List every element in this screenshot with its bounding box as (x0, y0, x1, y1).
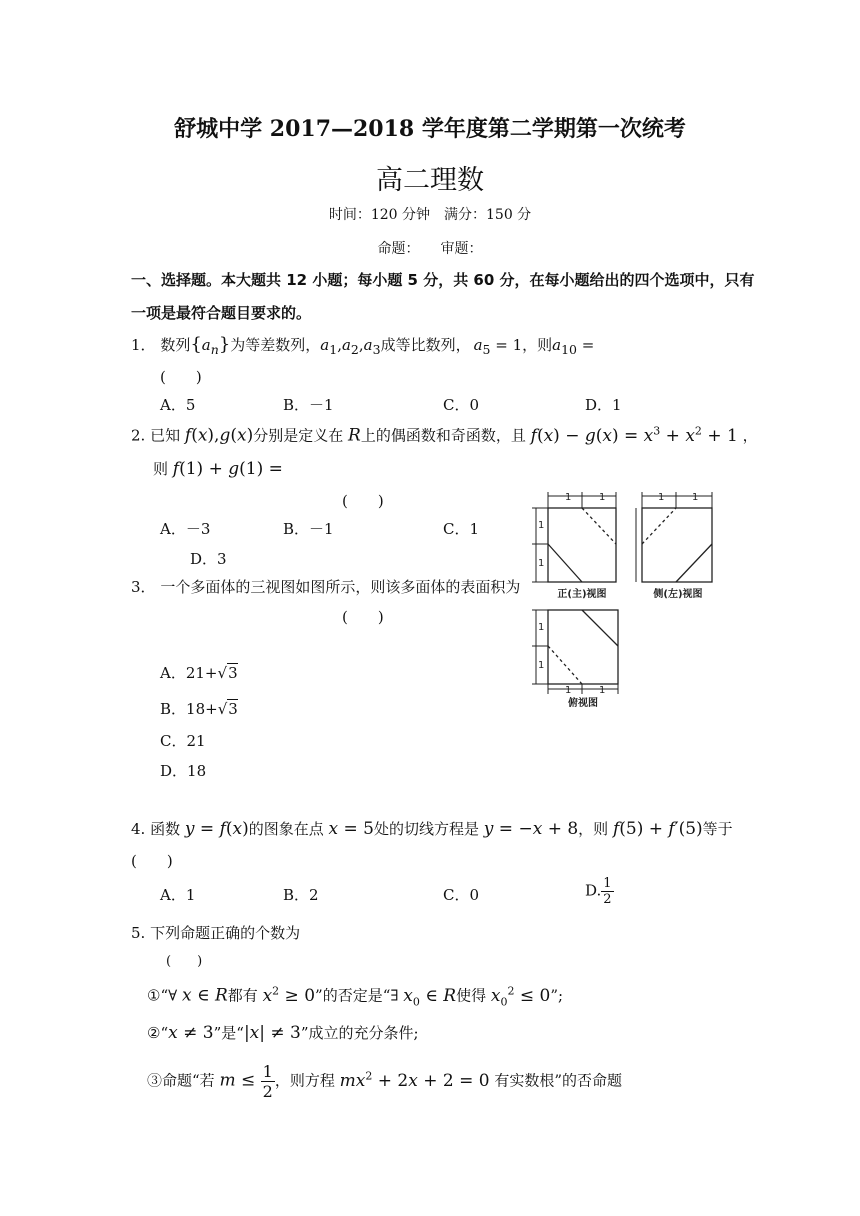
question-text: ，则 (522, 336, 553, 354)
top-view (532, 610, 618, 694)
answer-blank: ( ) (342, 492, 384, 510)
statement-text: ②“ (147, 1024, 169, 1042)
question-number: 4. (131, 820, 146, 838)
dimension-label: 1 (599, 492, 606, 503)
question-1: 1． 数列$\{a_n\}$为等差数列，$a_1,a_2,a_3$成等比数列， $a_5 = 1$，则$a_{10}$ = (131, 334, 595, 357)
exam-title: 舒城中学 2017—2018 学年度第二学期第一次统考 (174, 116, 686, 142)
sqrt-radicand: 3 (228, 664, 238, 682)
question-text: 等于 (702, 820, 733, 838)
side-view (636, 492, 712, 582)
question-text: 则 (153, 460, 169, 478)
question-text: 的图象在点 (248, 820, 324, 838)
option-b: B．18+√3 (160, 700, 238, 718)
front-view (532, 492, 616, 582)
option-c: C．0 (443, 886, 480, 904)
question-text: 数列 (160, 336, 191, 354)
statement-text: ”的否定是“∃ (315, 986, 399, 1005)
sqrt-radicand: 3 (228, 700, 238, 718)
option-b: B．－1 (283, 520, 334, 538)
section-heading-line1: 一、选择题。本大题共 12 小题；每小题 5 分，共 60 分，在每小题给出的四个选项中，只有 (131, 271, 755, 289)
answer-blank: ( ) (160, 368, 202, 386)
option-a: A．1 (160, 886, 196, 904)
option-a: A．－3 (160, 520, 211, 538)
option-d: D．3 (190, 550, 227, 568)
option-value: 18+ (186, 700, 218, 718)
statement-text: 使得 (456, 986, 487, 1005)
question-number: 2. (131, 426, 146, 445)
dimension-label: 1 (538, 622, 545, 633)
dimension-label: 1 (538, 660, 545, 671)
question-number: 1． (131, 336, 156, 354)
question-text: ，则 (578, 820, 609, 838)
answer-blank: ( ) (342, 608, 384, 626)
option-b: B．－1 (283, 396, 334, 414)
exam-subtitle: 高二理数 (376, 165, 484, 196)
question-3 (131, 576, 520, 597)
statement-text: ”; (550, 986, 564, 1005)
question-text: 函数 (150, 820, 181, 838)
statement-text: 有实数根”的否命题 (494, 1071, 623, 1090)
dimension-label: 1 (692, 492, 699, 503)
statement-text: ”成立的充分条件; (300, 1024, 419, 1042)
statement-3: ③命题“若 m ≤ $\frac{1}{2}$ ，则方程 $mx^2 + 2x + 2 = 0$ 有实数根”的否命题 (147, 1062, 623, 1101)
statement-text: ①“∀ (147, 986, 178, 1005)
question-text: 已知 (150, 426, 181, 445)
question-text: 上的偶函数和奇函数，且 (360, 426, 526, 445)
question-text: 处的切线方程是 (374, 820, 480, 838)
option-label: B． (160, 700, 187, 718)
option-b: B．2 (283, 886, 319, 904)
section-heading-line2: 一项是最符合题目要求的。 (131, 304, 312, 322)
top-view-label: 俯视图 (568, 698, 598, 709)
answer-blank: ( ) (131, 852, 173, 870)
dimension-label: 1 (538, 520, 545, 531)
option-label: A． (160, 664, 186, 682)
question-number: 5. (131, 924, 146, 942)
question-number: 3． (131, 578, 156, 596)
question-text: 下列命题正确的个数为 (150, 924, 301, 942)
option-a: A．21+√3 (160, 664, 238, 682)
statement-text: ，则方程 (274, 1071, 335, 1090)
front-view-label: 正(主)视图 (557, 589, 607, 600)
statement-1: ①“∀ x ∈ R都有 $x^2 \ge 0$”的否定是“∃ $x_0$ ∈ R使得 $x_0^2 \le 0$”; (147, 984, 564, 1009)
option-value: 21+ (185, 664, 218, 682)
dimension-label: 1 (565, 685, 572, 696)
statement-text: ”是“ (213, 1024, 244, 1042)
question-text: ， (742, 426, 758, 445)
question-2-line2: 则 f(1) + g(1) = (153, 459, 283, 479)
statement-text: 都有 (227, 986, 258, 1005)
question-text: 分别是定义在 (253, 426, 344, 445)
option-c: C．1 (443, 520, 480, 538)
question-text: 为等差数列， (230, 336, 321, 354)
time-info: 时间：120 分钟 满分：150 分 (328, 207, 532, 223)
question-text: 成等比数列， (380, 336, 471, 354)
option-a: A．5 (160, 396, 196, 414)
option-d: D．1 (585, 396, 622, 414)
option-d: D. $\frac{1}{2}$ (585, 876, 612, 907)
dimension-label: 1 (538, 558, 545, 569)
option-c: C．21 (160, 732, 206, 750)
dimension-label: 1 (599, 685, 606, 696)
answer-blank: ( ) (166, 954, 203, 969)
dimension-label: 1 (658, 492, 665, 503)
dimension-label: 1 (565, 492, 572, 503)
setters-info: 命题： 审题： (377, 241, 483, 257)
option-c: C．0 (443, 396, 480, 414)
statement-text: ③命题“若 (147, 1071, 215, 1090)
side-view-label: 侧(左)视图 (653, 589, 703, 600)
question-5 (131, 922, 300, 943)
three-view-figure (528, 490, 728, 710)
question-text: 一个多面体的三视图如图所示，则该多面体的表面积为 (160, 578, 521, 596)
question-2: 2. 已知 f(x),g(x)分别是定义在 R上的偶函数和奇函数，且 $f(x) - g(x) = x^3 + x^2 + 1$ ， (131, 424, 758, 446)
math-expression: { (190, 334, 202, 355)
option-d: D．18 (160, 762, 207, 780)
question-4: 4. 函数 y = f(x)的图象在点 x = 5处的切线方程是 y = −x + 8，则 f(5) + f′(5)等于 (131, 819, 733, 839)
statement-2: ②“x ≠ 3”是“|x| ≠ 3”成立的充分条件; (147, 1023, 419, 1043)
option-label: D. (585, 881, 602, 900)
